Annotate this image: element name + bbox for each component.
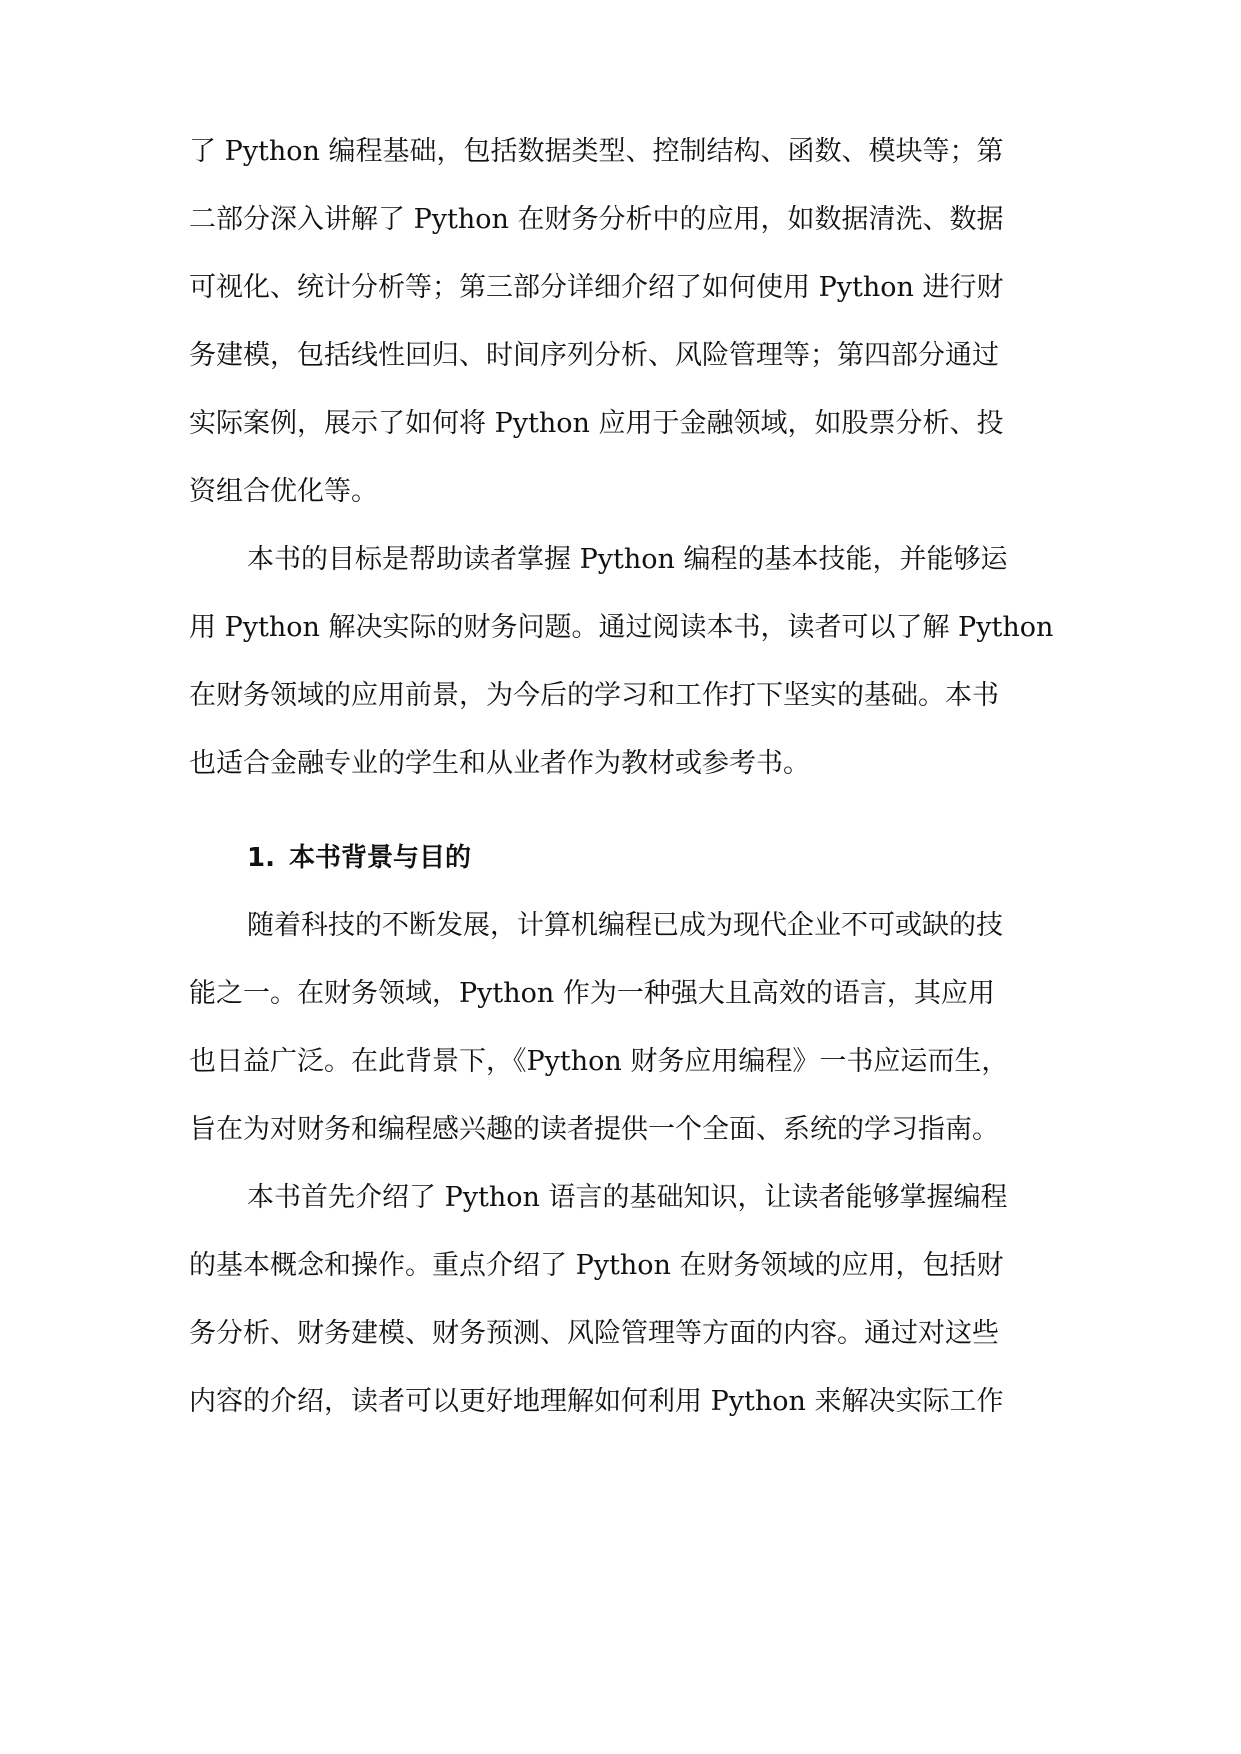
paragraph-line: 在财务领域的应用前景，为今后的学习和工作打下坚实的基础。本书	[189, 680, 999, 711]
section-heading	[247, 838, 471, 878]
paragraph-line: 务分析、财务建模、财务预测、风险管理等方面的内容。通过对这些	[189, 1318, 999, 1349]
paragraph-line: 可视化、统计分析等；第三部分详细介绍了如何使用 Python 进行财	[189, 272, 1004, 303]
paragraph-line: 了 Python 编程基础，包括数据类型、控制结构、函数、模块等；第	[189, 136, 1004, 167]
paragraph-line: 资组合优化等。	[189, 476, 378, 507]
paragraph-line: 的基本概念和操作。重点介绍了 Python 在财务领域的应用，包括财	[189, 1250, 1004, 1281]
paragraph-line: 用 Python 解决实际的财务问题。通过阅读本书，读者可以了解 Python	[189, 612, 1054, 643]
paragraph-line: 随着科技的不断发展，计算机编程已成为现代企业不可或缺的技	[247, 910, 1003, 941]
paragraph-line: 实际案例，展示了如何将 Python 应用于金融领域，如股票分析、投	[189, 408, 1004, 439]
paragraph-line: 二部分深入讲解了 Python 在财务分析中的应用，如数据清洗、数据	[189, 204, 1004, 235]
paragraph-line: 也日益广泛。在此背景下，《Python 财务应用编程》一书应运而生，	[189, 1046, 1009, 1077]
paragraph-line: 能之一。在财务领域，Python 作为一种强大且高效的语言，其应用	[189, 978, 995, 1009]
paragraph-line: 本书首先介绍了 Python 语言的基础知识，让读者能够掌握编程	[247, 1182, 1008, 1213]
paragraph-line: 务建模，包括线性回归、时间序列分析、风险管理等；第四部分通过	[189, 340, 999, 371]
section-title: 本书背景与目的	[289, 843, 472, 873]
paragraph-line: 本书的目标是帮助读者掌握 Python 编程的基本技能，并能够运	[247, 544, 1008, 575]
paragraph-line: 也适合金融专业的学生和从业者作为教材或参考书。	[189, 748, 810, 779]
section-number: 1.	[247, 843, 275, 873]
paragraph-line: 内容的介绍，读者可以更好地理解如何利用 Python 来解决实际工作	[189, 1386, 1004, 1417]
paragraph-line: 旨在为对财务和编程感兴趣的读者提供一个全面、系统的学习指南。	[189, 1114, 999, 1145]
